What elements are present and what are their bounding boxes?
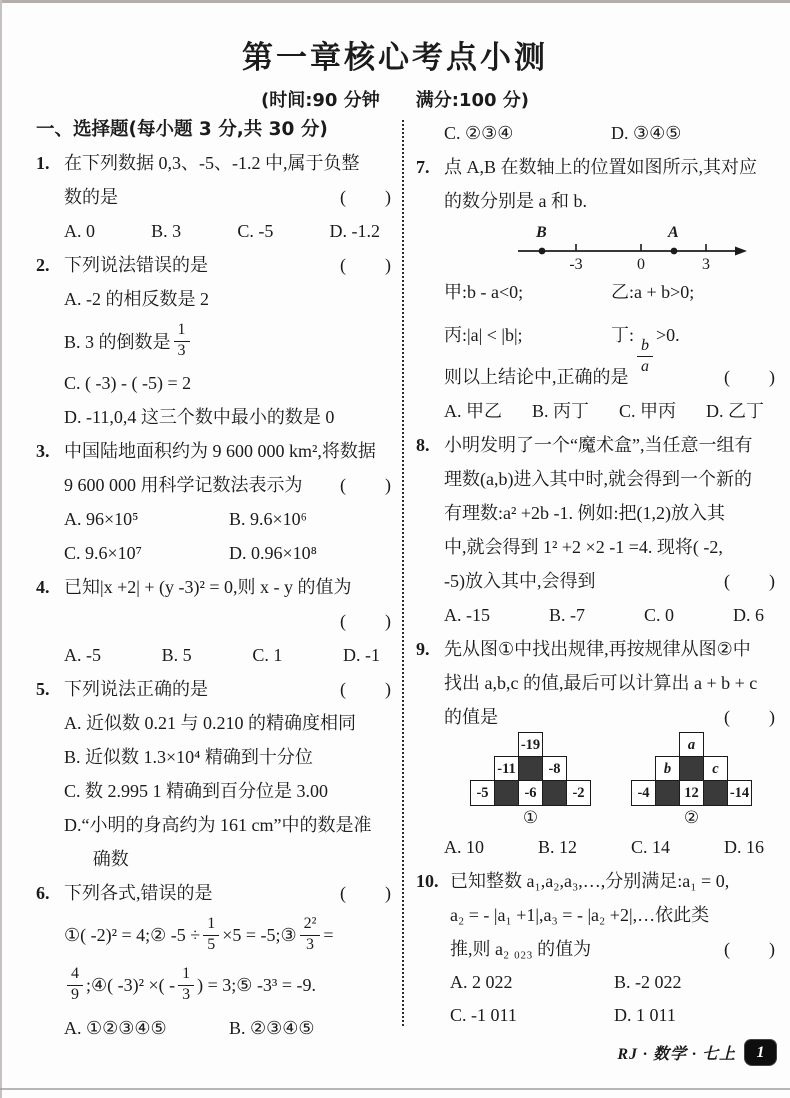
question-4-options xyxy=(64,638,394,672)
option-d: D. 乙丁 xyxy=(705,401,764,421)
question-6-text: 下列各式,错误的是 xyxy=(64,883,213,903)
option-d: D. 1 011 xyxy=(614,1005,676,1025)
question-1-text-line2: 数的是 xyxy=(64,187,118,207)
question-9-text-line1: 先从图①中找出规律,再按规律从图②中 xyxy=(444,639,751,659)
question-8-text-line4: 中,就会得到 1² +2 ×2 -1 =4. 现将( -2, xyxy=(444,537,723,557)
question-10-text-line1: 已知整数 a₁,a₂,a₃,…,分别满足:a₁ = 0, xyxy=(450,871,730,891)
option-d: D. 6 xyxy=(732,605,764,625)
column-divider xyxy=(402,120,404,1026)
question-6-expression-line1: ①( -2)² = 4;② -5 ÷ $\frac{1}{5}$ ×5 = -5;③ $\frac{\text{2²}}{3}$ = xyxy=(64,915,334,953)
question-4-number: 4. xyxy=(36,577,50,597)
question-7-conclusion-text: 则以上结论中,正确的是 xyxy=(444,367,629,387)
question-3-text-line2: 9 600 000 用科学记数法表示为 xyxy=(64,475,303,495)
answer-bracket: ( ) xyxy=(724,707,776,727)
answer-bracket: ( ) xyxy=(340,679,392,699)
pyramid-cell: a xyxy=(679,732,704,757)
point-B-label: B xyxy=(536,224,547,241)
question-7-number: 7. xyxy=(416,157,430,177)
pyramid-cell: c xyxy=(703,756,728,781)
option-b: B. 3 xyxy=(151,221,182,241)
statement-bing: 丙:|a| < |b|; xyxy=(444,325,523,345)
question-5-text: 下列说法正确的是 xyxy=(64,679,208,699)
question-9-number: 9. xyxy=(416,639,430,659)
question-9-options xyxy=(444,830,778,864)
option-c: C. -5 xyxy=(237,221,274,241)
book-series-label: RJ · 数学 · 七上 xyxy=(617,1046,736,1063)
option-a: A. -5 xyxy=(64,645,101,665)
option-c: C. 数 2.995 1 精确到百分位是 3.00 xyxy=(64,781,329,801)
pyramid-cell: -11 xyxy=(494,756,519,781)
fraction-one-third: $\frac{1}{3}$ xyxy=(174,322,190,360)
question-8-text-line2: 理数(a,b)进入其中时,就会得到一个新的 xyxy=(444,469,752,489)
pyramid-cell: -8 xyxy=(542,756,567,781)
answer-bracket: ( ) xyxy=(724,939,776,959)
pyramid-figure-1 xyxy=(471,733,591,830)
option-b: B. 丙丁 xyxy=(531,401,589,421)
option-a: A. 近似数 0.21 与 0.210 的精确度相同 xyxy=(64,713,356,733)
option-c: C. ( -3) - ( -5) = 2 xyxy=(64,373,192,393)
option-a: A. 96×10⁵ xyxy=(64,509,139,529)
option-c: C. 甲丙 xyxy=(618,401,676,421)
option-b: B. 5 xyxy=(161,645,192,665)
option-b: B. -2 022 xyxy=(614,972,682,992)
option-d: D. ③④⑤ xyxy=(611,123,682,143)
option-d: D. 0.96×10⁸ xyxy=(229,543,317,563)
pyramid-cell: -2 xyxy=(566,780,591,805)
option-b: B. 近似数 1.3×10⁴ 精确到十分位 xyxy=(64,747,313,767)
question-10-text-line2: a₂ = - |a₁ +1|,a₃ = - |a₂ +2|,…依此类 xyxy=(450,905,710,925)
answer-bracket: ( ) xyxy=(340,475,392,495)
question-10-text-line3: 推,则 a₂ ₀₂₃ 的值为 xyxy=(450,939,592,959)
exam-time-score-subtitle: (时间:90 分钟 满分:100 分) xyxy=(260,90,529,111)
pyramid-dark-cell xyxy=(655,780,680,805)
option-c: C. ②③④ xyxy=(444,123,514,143)
question-5-number: 5. xyxy=(36,679,50,699)
question-2 xyxy=(36,248,394,434)
option-b: B. 3 的倒数是 $\frac{1}{3}$ xyxy=(64,316,394,366)
fraction-one-fifth: $\frac{1}{5}$ xyxy=(203,916,219,954)
question-6-expression-line2: $\frac{4}{9}$ ;④( -3)² ×( - $\frac{1}{3}$ ) = 3;⑤ -3³ = -9. xyxy=(64,960,394,1010)
question-7-options xyxy=(444,394,778,428)
pyramid-figure-2 xyxy=(632,733,752,830)
question-8-options xyxy=(444,598,778,632)
question-1-number: 1. xyxy=(36,153,50,173)
question-10 xyxy=(416,864,778,1032)
question-10-number: 10. xyxy=(416,871,439,891)
option-a: A. ①②③④⑤ xyxy=(64,1018,167,1038)
left-column xyxy=(36,116,394,1046)
pyramid-cell: -19 xyxy=(518,732,543,757)
statement-yi: 乙:a + b>0; xyxy=(611,282,695,302)
question-8-text-line5: -5)放入其中,会得到 xyxy=(444,571,596,591)
figure-2-caption: ② xyxy=(683,808,700,827)
question-8-text-line1: 小明发明了一个“魔术盒”,当任意一组有 xyxy=(444,435,753,455)
statement-ding: 丁: $\frac{b}{a}$ >0. xyxy=(611,325,680,375)
option-d: D.“小明的身高约为 161 cm”中的数是准 xyxy=(64,815,372,835)
pyramid-figures xyxy=(444,734,778,830)
pyramid-dark-cell xyxy=(518,756,543,781)
fraction-two-squared-thirds: $\frac{\text{2²}}{3}$ xyxy=(300,916,321,954)
question-8-text-line3: 有理数:a² +2b -1. 例如:把(1,2)放入其 xyxy=(444,503,726,523)
page-number-badge: 1 xyxy=(745,1040,776,1065)
question-9 xyxy=(416,632,778,864)
scan-edge-top xyxy=(0,0,790,3)
arrowhead xyxy=(735,247,747,256)
point-A-label: A xyxy=(668,224,679,241)
option-d: D. -11,0,4 这三个数中最小的数是 0 xyxy=(64,407,335,427)
question-3 xyxy=(36,434,394,570)
question-1-text-line1: 在下列数据 0,3、-5、-1.2 中,属于负整 xyxy=(64,153,360,173)
option-c: C. 14 xyxy=(630,837,670,857)
statement-jia: 甲:b - a<0; xyxy=(444,282,524,302)
scan-edge-left xyxy=(0,0,2,1098)
fraction-four-ninths: $\frac{4}{9}$ xyxy=(67,966,83,1004)
pyramid-cell: -5 xyxy=(470,780,495,805)
pyramid-cell: -14 xyxy=(727,780,752,805)
pyramid-cell: -6 xyxy=(518,780,543,805)
scan-edge-bottom xyxy=(0,1088,790,1090)
question-8-number: 8. xyxy=(416,435,430,455)
option-d: D. -1.2 xyxy=(329,221,380,241)
question-9-text-line2: 找出 a,b,c 的值,最后可以计算出 a + b + c xyxy=(444,673,758,693)
answer-bracket: ( ) xyxy=(340,611,392,631)
question-4-text: 已知|x +2| + (y -3)² = 0,则 x - y 的值为 xyxy=(64,577,352,597)
option-b: B. 12 xyxy=(537,837,577,857)
question-3-number: 3. xyxy=(36,441,50,461)
page-footer xyxy=(617,1040,776,1065)
question-2-text: 下列说法错误的是 xyxy=(64,255,208,275)
number-line-figure xyxy=(444,218,778,274)
answer-bracket: ( ) xyxy=(340,255,392,275)
option-c: C. -1 011 xyxy=(450,1005,517,1025)
page-title: 第一章核心考点小测 xyxy=(242,40,548,76)
option-a: A. 10 xyxy=(444,837,484,857)
question-6 xyxy=(36,876,394,1046)
point-B-dot xyxy=(539,248,546,255)
question-2-number: 2. xyxy=(36,255,50,275)
question-6-options-cd xyxy=(416,116,778,150)
number-line-svg xyxy=(516,220,748,272)
right-column xyxy=(416,116,778,1032)
option-a: A. -15 xyxy=(444,605,490,625)
question-4 xyxy=(36,570,394,672)
pyramid-dark-cell xyxy=(679,756,704,781)
option-d: D. -1 xyxy=(343,645,380,665)
question-6-number: 6. xyxy=(36,883,50,903)
option-a: A. -2 的相反数是 2 xyxy=(64,289,209,309)
pyramid-cell: 12 xyxy=(679,780,704,805)
question-1 xyxy=(36,146,394,248)
question-7-text-line1: 点 A,B 在数轴上的位置如图所示,其对应 xyxy=(444,157,758,177)
option-b: B. 9.6×10⁶ xyxy=(229,509,307,529)
question-7 xyxy=(416,150,778,428)
tick-label-neg3: -3 xyxy=(569,256,583,272)
option-a: A. 甲乙 xyxy=(444,401,502,421)
option-b: B. ②③④⑤ xyxy=(229,1018,315,1038)
pyramid-dark-cell xyxy=(703,780,728,805)
answer-bracket: ( ) xyxy=(724,367,776,387)
pyramid-cell: b xyxy=(655,756,680,781)
option-c: C. 9.6×10⁷ xyxy=(64,543,142,563)
pyramid-dark-cell xyxy=(494,780,519,805)
option-a: A. 2 022 xyxy=(450,972,513,992)
answer-bracket: ( ) xyxy=(340,883,392,903)
question-3-text-line1: 中国陆地面积约为 9 600 000 km²,将数据 xyxy=(64,441,376,461)
figure-1-caption: ① xyxy=(522,808,539,827)
question-5 xyxy=(36,672,394,876)
pyramid-cell: -4 xyxy=(631,780,656,805)
fraction-one-third: $\frac{1}{3}$ xyxy=(178,966,194,1004)
option-b: B. -7 xyxy=(548,605,585,625)
option-c: C. 0 xyxy=(643,605,674,625)
point-A-dot xyxy=(671,248,678,255)
option-d: D. 16 xyxy=(723,837,764,857)
question-7-text-line2: 的数分别是 a 和 b. xyxy=(444,191,587,211)
pyramid-dark-cell xyxy=(542,780,567,805)
answer-bracket: ( ) xyxy=(724,571,776,591)
option-d-continuation: 确数 xyxy=(92,849,129,869)
section-header-choice: 一、选择题(每小题 3 分,共 30 分) xyxy=(36,119,328,140)
answer-bracket: ( ) xyxy=(340,187,392,207)
fraction-b-over-a: $\frac{b}{a}$ xyxy=(637,338,653,376)
option-c: C. 1 xyxy=(252,645,283,665)
question-9-text-line3: 的值是 xyxy=(444,707,498,727)
option-a: A. 0 xyxy=(64,221,95,241)
question-8 xyxy=(416,428,778,632)
question-1-options xyxy=(64,214,394,248)
tick-label-3: 3 xyxy=(702,256,710,272)
tick-label-0: 0 xyxy=(637,256,645,272)
